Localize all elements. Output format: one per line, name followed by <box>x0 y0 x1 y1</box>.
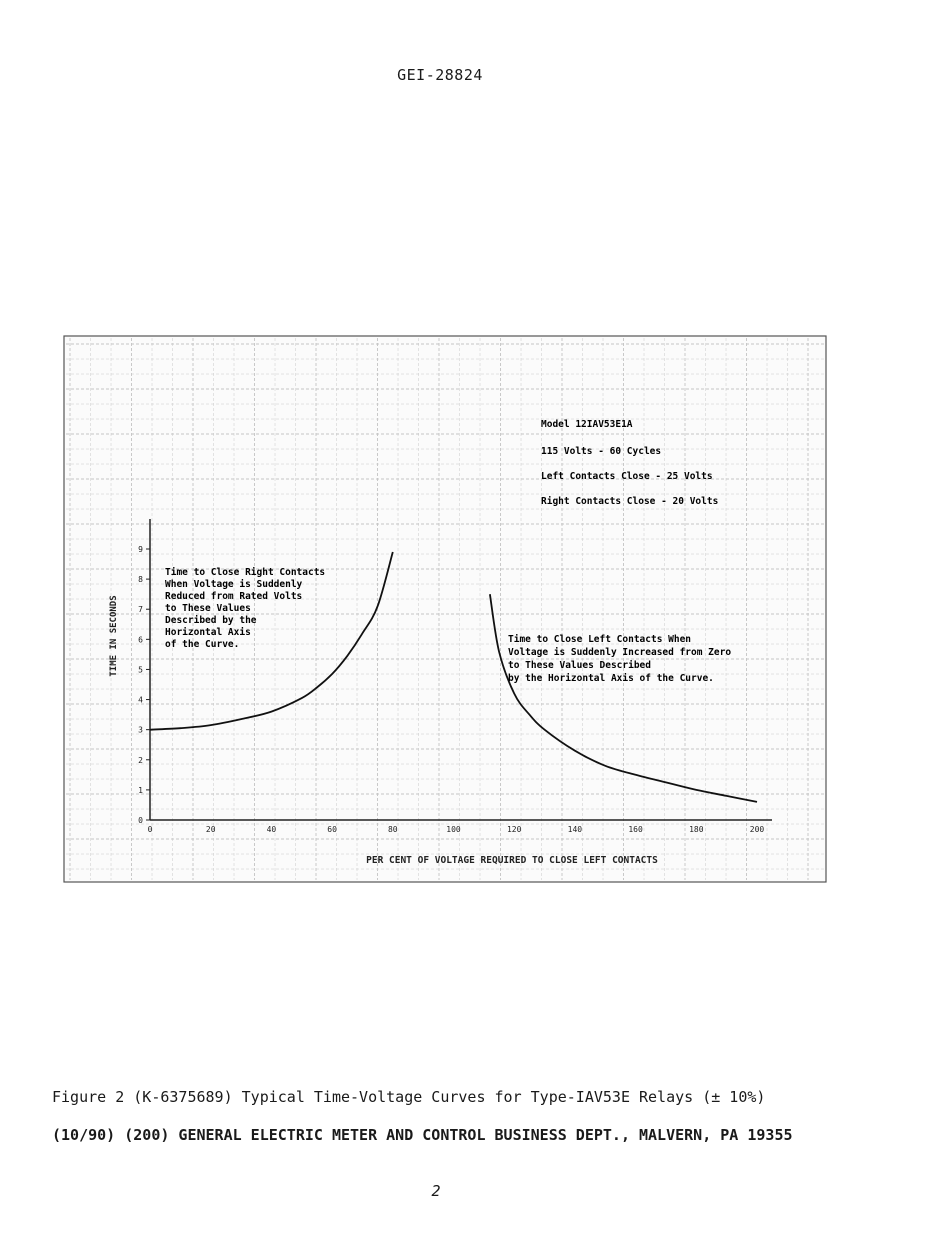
publisher-footer: (10/90) (200) GENERAL ELECTRIC METER AND CONTROL BUSINESS DEPT., MALVERN, PA 19355 <box>52 1126 793 1144</box>
y-tick-label: 5 <box>138 665 143 675</box>
annotation-line: to These Values Described <box>508 660 651 671</box>
x-tick-label: 40 <box>266 825 277 834</box>
annotation-line: by the Horizontal Axis of the Curve. <box>508 673 714 684</box>
annotation-line: of the Curve. <box>165 639 240 650</box>
y-tick-label: 3 <box>138 725 143 735</box>
annotation-line: Described by the <box>165 615 257 626</box>
x-tick-label: 120 <box>506 825 522 834</box>
y-tick-label: 1 <box>138 785 143 795</box>
x-tick-label: 0 <box>147 825 153 834</box>
x-axis-label: PER CENT OF VOLTAGE REQUIRED TO CLOSE LEFT CONTACTS <box>366 855 658 866</box>
annotation-line: to These Values <box>165 603 251 614</box>
annotation-line: When Voltage is Suddenly <box>165 579 303 590</box>
figure-caption: Figure 2 (K-6375689) Typical Time-Voltage Curves for Type-IAV53E Relays (± 10%) <box>52 1088 766 1106</box>
y-tick-label: 7 <box>138 605 143 615</box>
y-tick-label: 8 <box>138 575 143 585</box>
x-tick-label: 60 <box>327 825 337 834</box>
x-tick-label: 160 <box>628 825 643 834</box>
page-number: 2 <box>431 1182 441 1200</box>
model-info-line: 115 Volts - 60 Cycles <box>541 446 662 457</box>
model-info-line: Right Contacts Close - 20 Volts <box>541 496 719 507</box>
annotation-line: Time to Close Right Contacts <box>165 567 326 578</box>
y-axis-label: TIME IN SECONDS <box>109 595 119 677</box>
annotation-line: Time to Close Left Contacts When <box>508 634 692 645</box>
annotation-line: Horizontal Axis <box>165 627 251 638</box>
chart-svg <box>52 334 828 894</box>
model-info-line: Left Contacts Close - 25 Volts <box>541 471 713 482</box>
model-info-line: Model 12IAV53E1A <box>541 419 633 430</box>
time-voltage-chart <box>52 334 828 894</box>
x-tick-label: 80 <box>387 825 398 834</box>
x-tick-label: 100 <box>446 825 461 834</box>
annotation-line: Reduced from Rated Volts <box>165 591 303 602</box>
x-tick-label: 180 <box>689 825 704 834</box>
x-tick-label: 20 <box>205 825 216 834</box>
x-tick-label: 140 <box>567 825 583 834</box>
annotation-line: Voltage is Suddenly Increased from Zero <box>508 647 732 658</box>
y-tick-label: 2 <box>138 755 143 765</box>
document-number: GEI-28824 <box>397 66 483 84</box>
y-tick-label: 0 <box>138 816 143 825</box>
y-tick-label: 9 <box>138 545 143 554</box>
y-tick-label: 6 <box>138 635 143 645</box>
y-tick-label: 4 <box>138 695 143 705</box>
x-tick-label: 200 <box>749 825 765 834</box>
